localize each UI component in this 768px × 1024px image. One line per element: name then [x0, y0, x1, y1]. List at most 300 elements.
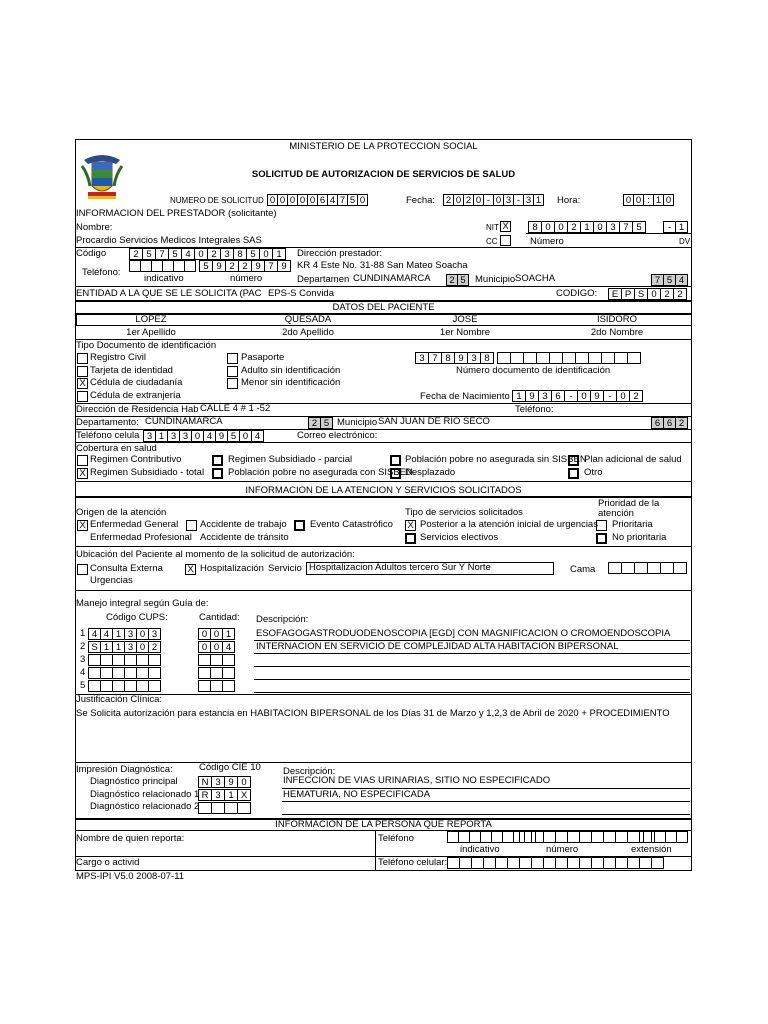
- prestador-codigo-cell[interactable]: 5: [168, 248, 182, 260]
- entidad-codigo-cell[interactable]: P: [621, 288, 635, 300]
- nit-checkbox[interactable]: X: [500, 221, 511, 232]
- cups-code-cell[interactable]: [148, 654, 161, 666]
- prioridad-option: Prioritaria: [612, 519, 653, 530]
- fecha-nac[interactable]: [513, 390, 643, 402]
- origen-option: Evento Catastrófico: [310, 519, 393, 530]
- diag-principal-code-cell[interactable]: 9: [224, 776, 238, 788]
- divider: [526, 233, 692, 234]
- tipo-servicio-option: Posterior a la atención inicial de urgencias: [420, 519, 598, 530]
- doc-number-cell[interactable]: 3: [415, 352, 429, 364]
- residencia-value: CALLE 4 # 1 -52: [200, 403, 271, 414]
- fecha-value-cell[interactable]: 1: [533, 194, 544, 206]
- entidad-codigo[interactable]: [609, 288, 687, 300]
- atencion-section: INFORMACION DE LA ATENCION Y SERVICIOS SOLICITADOS: [245, 485, 522, 496]
- diag-principal-value: INFECCION DE VIAS URINARIAS, SITIO NO ESPECIFICADO: [283, 775, 551, 786]
- fecha-nac-cell[interactable]: 9: [590, 390, 604, 402]
- cups-code-cell[interactable]: 4: [100, 628, 113, 640]
- cups-code-cell[interactable]: 0: [136, 628, 149, 640]
- fecha-nac-cell[interactable]: 2: [629, 390, 643, 402]
- prioridad-option: No prioritaria: [612, 532, 667, 543]
- fecha-label: Fecha:: [406, 195, 436, 206]
- reporta-extension-cell[interactable]: [676, 831, 688, 843]
- fecha-value-cell[interactable]: 0: [453, 194, 464, 206]
- nit-digits-cell[interactable]: 0: [554, 221, 568, 233]
- cobertura-subsidiado-total-checkbox[interactable]: X: [77, 468, 88, 479]
- prestador-codigo-cell[interactable]: 2: [207, 248, 221, 260]
- diag-rel1-code-cell[interactable]: 3: [211, 789, 225, 801]
- cups-code-cell[interactable]: 1: [100, 641, 113, 653]
- doc-number-extra-cell[interactable]: [562, 352, 576, 364]
- cantidad-value-cell[interactable]: [222, 667, 235, 679]
- diag-rel1-value: HEMATURIA, NO ESPECIFICADA: [283, 789, 431, 800]
- origen-option: Enfermedad Profesional: [90, 532, 192, 543]
- cobertura-option: Población pobre no asegurada sin SISBEN: [405, 454, 587, 465]
- pac-departamento-code-cell[interactable]: 2: [308, 417, 321, 429]
- nit-digits-cell[interactable]: 0: [541, 221, 555, 233]
- fecha-nac-cell[interactable]: 1: [512, 390, 526, 402]
- reporta-divider: [375, 830, 376, 870]
- nit-digits-cell[interactable]: 0: [593, 221, 607, 233]
- telefono-number-cell[interactable]: 5: [199, 260, 213, 272]
- solicitud-number-cell[interactable]: 5: [347, 194, 358, 206]
- telefono-number-cell[interactable]: 9: [212, 260, 226, 272]
- cama-cells-cell[interactable]: [673, 562, 687, 574]
- hora-value-cell[interactable]: 0: [663, 194, 674, 206]
- origen-label: Origen de la atención: [76, 507, 167, 518]
- doc-type-checkbox[interactable]: [77, 353, 88, 364]
- telefono-number-cell[interactable]: 2: [225, 260, 239, 272]
- ubicacion-checkbox[interactable]: [77, 564, 88, 575]
- cups-code[interactable]: [89, 680, 161, 692]
- celular-value-cell[interactable]: 3: [143, 430, 156, 442]
- origen-option: Enfermedad General: [90, 519, 179, 530]
- nit-digits-cell[interactable]: 8: [528, 221, 542, 233]
- prestador-codigo-cell[interactable]: 7: [155, 248, 169, 260]
- solicitud-number-cell[interactable]: 0: [357, 194, 368, 206]
- cobertura-checkbox[interactable]: [212, 455, 223, 466]
- nit-dv-cell[interactable]: 1: [675, 221, 688, 233]
- departamento-code[interactable]: [447, 274, 469, 286]
- tipo-servicio-checkbox[interactable]: X: [405, 520, 416, 531]
- nit-dv-cell[interactable]: -: [663, 221, 676, 233]
- divider: [76, 762, 692, 763]
- pac-municipio-label: Municipio: [337, 417, 378, 428]
- reporta-extension-label: extensión: [631, 844, 672, 855]
- origen-checkbox[interactable]: [186, 520, 197, 531]
- nit-digits-cell[interactable]: 3: [606, 221, 620, 233]
- cups-code-cell[interactable]: 2: [148, 641, 161, 653]
- nit-digits-cell[interactable]: 1: [580, 221, 594, 233]
- celular-value-cell[interactable]: 3: [179, 430, 192, 442]
- divider: [282, 801, 690, 802]
- solicitud-number-cell[interactable]: 0: [297, 194, 308, 206]
- pac-municipio-code-cell[interactable]: 6: [651, 417, 664, 429]
- reporta-nombre-label: Nombre de quien reporta:: [76, 833, 185, 844]
- pac-departamento-code[interactable]: [309, 417, 333, 429]
- municipio-code-cell[interactable]: 7: [651, 274, 664, 286]
- doc-type-checkbox[interactable]: [77, 391, 88, 402]
- divider: [254, 692, 690, 693]
- entidad-codigo-label: CODIGO:: [556, 288, 598, 299]
- hospitalizacion-checkbox[interactable]: X: [185, 564, 196, 575]
- doc-number-extra-cell[interactable]: [523, 352, 537, 364]
- origen-enfermedad-general-checkbox[interactable]: X: [77, 520, 88, 531]
- solicitud-number-cell[interactable]: 0: [277, 194, 288, 206]
- tipo-doc-label: Tipo Documento de identificación: [76, 340, 217, 351]
- prioridad-checkbox[interactable]: [596, 520, 607, 531]
- solicitud-number-cell[interactable]: 7: [337, 194, 348, 206]
- cantidad-value-cell[interactable]: 0: [210, 641, 223, 653]
- indicativo-label: indicativo: [144, 273, 184, 284]
- cantidad-label: Cantidad:: [199, 612, 240, 623]
- tipo-servicio-option: Servicios electivos: [420, 532, 499, 543]
- celular-value-cell[interactable]: 0: [191, 430, 204, 442]
- correo-label: Correo electrónico:: [297, 430, 378, 441]
- divider: [76, 546, 692, 547]
- entidad-codigo-cell[interactable]: S: [634, 288, 648, 300]
- doc-number-extra-cell[interactable]: [510, 352, 524, 364]
- telefono-number-cell[interactable]: 9: [251, 260, 265, 272]
- telefono-label: Teléfono:: [82, 267, 121, 278]
- celular-value-cell[interactable]: 1: [155, 430, 168, 442]
- hora-value-cell[interactable]: 0: [623, 194, 634, 206]
- pac-municipio-code-cell[interactable]: 2: [675, 417, 688, 429]
- hora-value-cell[interactable]: 1: [653, 194, 664, 206]
- celular-value-cell[interactable]: 9: [215, 430, 228, 442]
- fecha-value-cell[interactable]: -: [513, 194, 524, 206]
- doc-number-cell[interactable]: 8: [441, 352, 455, 364]
- cobertura-checkbox[interactable]: [568, 468, 579, 479]
- apellido1: LOPEZ: [135, 314, 167, 325]
- divider: [76, 286, 692, 287]
- fecha-nac-cell[interactable]: 6: [551, 390, 565, 402]
- cups-code[interactable]: [89, 628, 161, 640]
- divider: [254, 653, 690, 654]
- prestador-codigo-cell[interactable]: 4: [181, 248, 195, 260]
- row-number: 4: [80, 667, 86, 678]
- fecha-value-cell[interactable]: 0: [493, 194, 504, 206]
- doc-type-checkbox[interactable]: [227, 378, 238, 389]
- doc-type-checkbox[interactable]: X: [77, 378, 88, 389]
- nombre2: ISIDORO: [596, 314, 638, 325]
- cama-cells-cell[interactable]: [621, 562, 635, 574]
- nombre2-label: 2do Nombre: [590, 327, 644, 338]
- pac-departamento-code-cell[interactable]: 5: [320, 417, 333, 429]
- cantidad-value-cell[interactable]: 0: [210, 628, 223, 640]
- codigo-label: Código: [76, 248, 107, 259]
- name-row-box[interactable]: [76, 314, 692, 326]
- reporta-numero[interactable]: [520, 831, 652, 843]
- cobertura-label: Cobertura en salud: [76, 443, 157, 454]
- cobertura-option: Población pobre no asegurada con SISBEN: [228, 467, 413, 478]
- cantidad-value-cell[interactable]: 0: [198, 641, 211, 653]
- nit-label: NIT: [486, 223, 499, 232]
- doc-number-extra-cell[interactable]: [536, 352, 550, 364]
- cantidad-value[interactable]: [199, 667, 235, 679]
- solicitud-number-cell[interactable]: 4: [327, 194, 338, 206]
- celular-value-cell[interactable]: 4: [203, 430, 216, 442]
- municipio-code[interactable]: [652, 274, 688, 286]
- cc-label: CC: [486, 237, 498, 246]
- tipo-servicio-label: Tipo de servicios solicitados: [405, 507, 523, 518]
- origen-checkbox[interactable]: [294, 520, 305, 531]
- diag-rel2-code-cell[interactable]: [224, 802, 238, 814]
- cobertura-option: Plan adicional de salud: [584, 454, 682, 465]
- cantidad-value[interactable]: [199, 628, 235, 640]
- celular-value-cell[interactable]: 5: [227, 430, 240, 442]
- apellido2-label: 2do Apellido: [282, 327, 334, 338]
- doc-number-label: Número documento de identificación: [456, 365, 611, 376]
- cups-code[interactable]: [89, 654, 161, 666]
- hora-value[interactable]: [624, 194, 674, 206]
- celular-value-cell[interactable]: 3: [167, 430, 180, 442]
- celular-label: Teléfono celula: [76, 430, 140, 441]
- reporta-telefono-label: Teléfono: [378, 833, 414, 844]
- cantidad-value-cell[interactable]: 4: [222, 641, 235, 653]
- cups-code-cell[interactable]: [148, 667, 161, 679]
- prestador-codigo-cell[interactable]: 2: [129, 248, 143, 260]
- fecha-value-cell[interactable]: 3: [523, 194, 534, 206]
- paciente-section: DATOS DEL PACIENTE: [332, 302, 435, 313]
- departamento-label: Departamen: [297, 274, 350, 285]
- solicitud-number-cell[interactable]: 0: [267, 194, 278, 206]
- telefono-indicativo-cell[interactable]: [184, 260, 196, 272]
- pac-departamento-label: Departamento:: [76, 417, 139, 428]
- prestador-codigo-cell[interactable]: 5: [246, 248, 260, 260]
- fecha-value-cell[interactable]: 2: [443, 194, 454, 206]
- residencia-label: Dirección de Residencia Hab: [76, 404, 199, 415]
- municipio-code-cell[interactable]: 5: [663, 274, 676, 286]
- diag-rel1-code-cell[interactable]: 1: [224, 789, 238, 801]
- doc-type-label: Adulto sin identificación: [241, 364, 341, 376]
- doc-type-checkbox[interactable]: [227, 353, 238, 364]
- cups-code-cell[interactable]: 4: [88, 628, 101, 640]
- hora-label: Hora:: [557, 195, 581, 206]
- cama-label: Cama: [570, 564, 596, 575]
- fecha-nac-cell[interactable]: 3: [538, 390, 552, 402]
- diag-principal-label: Diagnóstico principal: [90, 776, 178, 787]
- justificacion-value: Se Solicita autorización para estancia en HABITACION BIPERSONAL de los Días 31 de Marzo y 1,2,3 de Abril de 2020 + PROCEDIMIENTO: [76, 708, 670, 719]
- pac-municipio-value: SAN JUAN DE RIO SECO: [378, 416, 490, 427]
- diag-rel1-code[interactable]: [199, 789, 251, 801]
- cama-cells[interactable]: [609, 562, 687, 574]
- doc-number-cell[interactable]: 7: [428, 352, 442, 364]
- nit-digits-cell[interactable]: 2: [567, 221, 581, 233]
- cama-cells-cell[interactable]: [634, 562, 648, 574]
- numero-label: número: [230, 273, 263, 284]
- cc-checkbox[interactable]: [500, 235, 511, 246]
- apellido2: QUESADA: [284, 314, 332, 325]
- prestador-codigo[interactable]: [130, 248, 286, 260]
- celular-value-cell[interactable]: 0: [239, 430, 252, 442]
- cups-code-cell[interactable]: 3: [124, 641, 137, 653]
- hora-value-cell[interactable]: 0: [633, 194, 644, 206]
- telefono-number-cell[interactable]: 2: [238, 260, 252, 272]
- pac-municipio-code-cell[interactable]: 6: [663, 417, 676, 429]
- diag-rel2-code[interactable]: [199, 802, 251, 814]
- diag-rel2-code-cell[interactable]: [198, 802, 212, 814]
- hospitalizacion-label: Hospitalización: [200, 563, 264, 574]
- cobertura-option: Desplazado: [405, 467, 456, 478]
- solicitud-number-cell[interactable]: 6: [317, 194, 328, 206]
- reporta-section: INFORMACION DE LA PERSONA QUE REPORTA: [275, 819, 492, 830]
- hora-value-cell[interactable]: :: [643, 194, 654, 206]
- telefono-number-cell[interactable]: 7: [264, 260, 278, 272]
- doc-number[interactable]: [416, 352, 494, 364]
- prestador-codigo-cell[interactable]: 8: [233, 248, 247, 260]
- pac-municipio-code[interactable]: [652, 417, 688, 429]
- ubicacion-label: Ubicación del Paciente al momento de la solicitud de autorización:: [76, 549, 355, 560]
- municipio-code-cell[interactable]: 4: [675, 274, 688, 286]
- cobertura-checkbox[interactable]: [568, 455, 579, 466]
- prestador-codigo-cell[interactable]: 0: [194, 248, 208, 260]
- doc-number-extra-cell[interactable]: [549, 352, 563, 364]
- diag-rel2-code-cell[interactable]: [211, 802, 225, 814]
- nit-digits-cell[interactable]: 7: [619, 221, 633, 233]
- cups-code[interactable]: [89, 641, 161, 653]
- servicio-label: Servicio: [268, 563, 302, 574]
- cups-code-cell[interactable]: [148, 680, 161, 692]
- doc-number-extra[interactable]: [498, 352, 641, 364]
- doc-number-cell[interactable]: 9: [454, 352, 468, 364]
- diag-rel2-code-cell[interactable]: [237, 802, 251, 814]
- ubicacion-option: Urgencias: [90, 575, 133, 586]
- fecha-nac-cell[interactable]: 0: [616, 390, 630, 402]
- doc-number-extra-cell[interactable]: [588, 352, 602, 364]
- tipo-servicio-checkbox[interactable]: [405, 533, 416, 544]
- cobertura-checkbox[interactable]: [390, 455, 401, 466]
- doc-number-extra-cell[interactable]: [614, 352, 628, 364]
- cups-code[interactable]: [89, 667, 161, 679]
- cama-cells-cell[interactable]: [647, 562, 661, 574]
- telefono-number-cell[interactable]: 9: [277, 260, 291, 272]
- solicitud-number-cell[interactable]: 0: [287, 194, 298, 206]
- nit-number-label: Número: [530, 236, 564, 247]
- solicitud-number[interactable]: [268, 194, 368, 206]
- doc-type-checkbox[interactable]: [227, 366, 238, 377]
- procedimiento-descripcion: INTERNACION EN SERVICIO DE COMPLEJIDAD ALTA HABITACION BIPERSONAL: [256, 641, 619, 652]
- entidad-codigo-cell[interactable]: E: [608, 288, 622, 300]
- paciente-telefono-label: Teléfono:: [515, 404, 554, 415]
- doc-type-label: Cédula de extranjería: [90, 389, 181, 401]
- cups-code-cell[interactable]: 3: [124, 628, 137, 640]
- prioridad-label: Prioridad de la: [598, 498, 660, 509]
- doc-number-extra-cell[interactable]: [575, 352, 589, 364]
- cups-code-cell[interactable]: 1: [112, 628, 125, 640]
- diag-principal-code[interactable]: [199, 776, 251, 788]
- diag-rel1-code-cell[interactable]: R: [198, 789, 212, 801]
- diag-principal-code-cell[interactable]: N: [198, 776, 212, 788]
- reporta-extension[interactable]: [644, 831, 688, 843]
- apellido1-label: 1er Apellido: [126, 327, 176, 338]
- impresion-label: Impresión Diagnóstica:: [76, 764, 173, 775]
- row-number: 3: [80, 654, 86, 665]
- celular-value-cell[interactable]: 4: [251, 430, 264, 442]
- servicio-value: Hospitalizacion Adultos tercero Sur Y Norte: [309, 562, 491, 573]
- ministry-title: MINISTERIO DE LA PROTECCION SOCIAL: [289, 141, 478, 152]
- prestador-codigo-cell[interactable]: 1: [272, 248, 286, 260]
- diag-rel1-code-cell[interactable]: X: [237, 789, 251, 801]
- cantidad-value[interactable]: [199, 654, 235, 666]
- celular-value[interactable]: [144, 430, 264, 442]
- prestador-codigo-cell[interactable]: 5: [142, 248, 156, 260]
- cups-code-cell[interactable]: S: [88, 641, 101, 653]
- doc-number-extra-cell[interactable]: [627, 352, 641, 364]
- doc-number-cell[interactable]: 8: [480, 352, 494, 364]
- fecha-nac-cell[interactable]: -: [603, 390, 617, 402]
- cobertura-option: Regimen Contributivo: [90, 454, 182, 465]
- reporta-numero-label: número: [546, 844, 579, 855]
- cobertura-contributivo-checkbox[interactable]: [77, 455, 88, 466]
- telefono-number[interactable]: [200, 260, 291, 272]
- fecha-nac-cell[interactable]: 0: [577, 390, 591, 402]
- cantidad-value[interactable]: [199, 680, 235, 692]
- doc-number-cell[interactable]: 3: [467, 352, 481, 364]
- telefono-indicativo[interactable]: [130, 260, 196, 272]
- doc-type-label: Registro Civil: [90, 352, 146, 363]
- entidad-codigo-cell[interactable]: 2: [673, 288, 687, 300]
- cobertura-option: Otro: [584, 467, 603, 478]
- nit-dv[interactable]: [664, 221, 688, 233]
- justificacion-label: Justificación Clínica:: [76, 694, 163, 705]
- reporta-celular[interactable]: [448, 857, 664, 869]
- fecha-nac-cell[interactable]: 9: [525, 390, 539, 402]
- solicitud-number-cell[interactable]: 0: [307, 194, 318, 206]
- fecha-value[interactable]: [444, 194, 544, 206]
- cobertura-checkbox[interactable]: [390, 468, 401, 479]
- direccion-label: Dirección prestador:: [297, 248, 383, 259]
- entidad-codigo-cell[interactable]: 0: [647, 288, 661, 300]
- fecha-value-cell[interactable]: 3: [503, 194, 514, 206]
- row-number: 2: [80, 641, 86, 652]
- cantidad-value[interactable]: [199, 641, 235, 653]
- departamento-code-cell[interactable]: 2: [446, 274, 458, 286]
- cama-cells-cell[interactable]: [608, 562, 622, 574]
- fecha-value-cell[interactable]: 0: [473, 194, 484, 206]
- doc-number-extra-cell[interactable]: [601, 352, 615, 364]
- municipio-value: SOACHA: [515, 273, 556, 284]
- cobertura-checkbox[interactable]: [212, 468, 223, 479]
- cama-cells-cell[interactable]: [660, 562, 674, 574]
- cantidad-value-cell[interactable]: 1: [222, 628, 235, 640]
- nit-digits[interactable]: [529, 221, 646, 233]
- cups-code-cell[interactable]: 1: [112, 641, 125, 653]
- diag-principal-code-cell[interactable]: 3: [211, 776, 225, 788]
- fecha-nac-cell[interactable]: -: [564, 390, 578, 402]
- nit-digits-cell[interactable]: 5: [632, 221, 646, 233]
- doc-type-checkbox[interactable]: [77, 366, 88, 377]
- cie-label: Código CIE 10: [199, 762, 261, 773]
- cups-code-cell[interactable]: 3: [148, 628, 161, 640]
- procedimiento-descripcion: ESOFAGOGASTRODUODENOSCOPIA [EGD] CON MAGNIFICACION O CROMOENDOSCOPIA: [256, 628, 671, 639]
- reporta-celular-cell[interactable]: [651, 857, 664, 869]
- prestador-name-label: Nombre:: [76, 222, 113, 233]
- cobertura-option: Regimen Subsidiado - parcial: [228, 454, 353, 465]
- fecha-value-cell[interactable]: 2: [463, 194, 474, 206]
- cantidad-value-cell[interactable]: [222, 654, 235, 666]
- diag-principal-code-cell[interactable]: 0: [237, 776, 251, 788]
- doc-number-extra-cell[interactable]: [497, 352, 511, 364]
- prestador-codigo-cell[interactable]: 0: [259, 248, 273, 260]
- entidad-codigo-cell[interactable]: 2: [660, 288, 674, 300]
- departamento-code-cell[interactable]: 5: [457, 274, 469, 286]
- cantidad-value-cell[interactable]: 0: [198, 628, 211, 640]
- prioridad-checkbox[interactable]: [596, 533, 607, 544]
- prestador-codigo-cell[interactable]: 3: [220, 248, 234, 260]
- fecha-value-cell[interactable]: -: [483, 194, 494, 206]
- cantidad-value-cell[interactable]: [222, 680, 235, 692]
- cups-code-cell[interactable]: 0: [136, 641, 149, 653]
